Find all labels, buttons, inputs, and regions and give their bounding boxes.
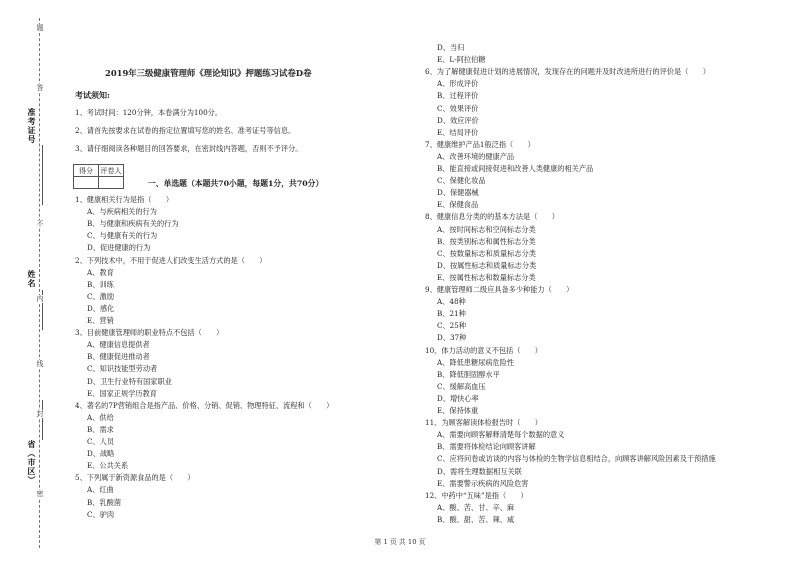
question-stem: 7、健康维护产品1般泛指（ ）: [425, 139, 535, 149]
answer-option: A、供给: [87, 412, 114, 422]
exam-title: 2019年三级健康管理师《理论知识》押题练习试卷D卷: [105, 68, 312, 78]
answer-option: C、驴肉: [87, 509, 115, 519]
answer-option: B、需求: [87, 424, 114, 434]
answer-option: E、结局评价: [437, 127, 479, 137]
answer-option: A、与疾病相关的行为: [87, 207, 157, 217]
notice-item: 3、请仔细阅读各种题目的回答要求，在密封线内答题，否则不予评分。: [75, 144, 303, 153]
answer-option: B、能直接或间接促进和改善人类健康的相关产品: [437, 164, 594, 173]
answer-option: D、增快心率: [437, 393, 479, 403]
answer-option: E、保健食品: [437, 200, 479, 210]
score-header: 得分: [74, 165, 99, 177]
answer-option: C、知识技能型劳动者: [87, 364, 158, 374]
page-footer: 第 1 页 共 10 页: [374, 538, 426, 546]
question-stem: 2、下列技术中，不用于促进人们改变生活方式的是（ ）: [75, 255, 267, 265]
answer-option: E、L-阿拉伯糖: [437, 55, 486, 65]
binding-mark: 答: [36, 84, 44, 92]
answer-option: B、降低胆固醇水平: [437, 369, 500, 379]
answer-option: C、效果评价: [437, 103, 479, 113]
name-label: 姓名: [27, 270, 37, 288]
answer-option: C、保健化妆品: [437, 176, 486, 186]
answer-option: E、公共关系: [87, 461, 129, 471]
answer-option: C、与健康有关的行为: [87, 231, 158, 241]
binding-mark: 线: [36, 360, 44, 368]
question-stem: 11、为顾客解读体检报告时（ ）: [425, 418, 542, 428]
grader-cell: [99, 177, 124, 189]
answer-option: C、按数量标志和质量标志分类: [437, 248, 536, 258]
exam-no-blank: [42, 145, 43, 205]
answer-option: D、保健器械: [437, 188, 479, 198]
province-blank: [42, 400, 43, 440]
answer-option: E、需要警示疾病的风险危害: [437, 478, 529, 488]
answer-option: B、过程评价: [437, 91, 479, 101]
score-box: [73, 164, 124, 189]
section-heading: 一、单选题（本题共70小题，每题1分，共70分）: [148, 179, 324, 188]
question-stem: 4、著名的7P营销组合是指产品、价格、分销、促销、物理特征、流程和（ ）: [75, 400, 334, 410]
answer-option: A、酸、苦、甘、辛、麻: [437, 502, 515, 512]
binding-mark: 密: [36, 490, 44, 498]
answer-option: B、乳酸菌: [87, 497, 122, 507]
question-stem: 10、体力活动的意义不包括（ ）: [425, 345, 542, 355]
answer-option: A、健康信息提供者: [87, 340, 150, 350]
grader-header: 评卷人: [100, 166, 122, 175]
question-stem: 3、目前健康管理师的职业特点不包括（ ）: [75, 328, 224, 338]
answer-option: E、国家正规学历教育: [87, 388, 157, 398]
binding-strip: [22, 0, 52, 565]
answer-option: A、需要向顾客解释清楚每个数据的意义: [437, 430, 565, 440]
answer-option: C、激励: [87, 291, 115, 301]
answer-option: A、按时间标志和空间标志分类: [437, 224, 536, 234]
answer-option: E、按属性标志和数量标志分类: [437, 272, 536, 282]
answer-option: A、降低患糖尿病危险性: [437, 357, 515, 367]
answer-option: C、缓解高血压: [437, 381, 486, 391]
answer-option: E、营销: [87, 316, 114, 325]
binding-mark: 不: [36, 220, 44, 228]
question-stem: 5、下列属于新资源食品的是（ ）: [75, 473, 195, 483]
question-stem: 12、中药中“五味”是指（ ）: [425, 490, 528, 500]
score-cell: [74, 177, 99, 189]
question-stem: 6、为了解健康促进计划的进展情况，发现存在的问题并及时改进所进行的评价是（ ）: [425, 67, 710, 77]
answer-option: E、保持体重: [437, 406, 479, 415]
answer-option: C、应将问卷或访谈的内容与体检的生物学信息相结合，向顾客讲解风险因素及干预措施: [437, 454, 716, 464]
answer-option: C、25种: [437, 321, 467, 331]
answer-option: A、形成评价: [437, 79, 479, 89]
answer-option: A、红曲: [87, 485, 114, 495]
exam-no-label: 准考证号: [27, 108, 37, 144]
answer-option: D、37种: [437, 333, 467, 343]
answer-option: B、与健康和疾病有关的行为: [87, 219, 179, 229]
answer-option: D、感化: [87, 303, 115, 313]
province-label: 省（市区）: [27, 440, 37, 485]
answer-option: D、促进健康的行为: [87, 243, 151, 253]
question-stem: 8、健康信息分类的的基本方法是（ ）: [425, 212, 559, 222]
notice-item: 2、请首先按要求在试卷的指定位置填写您的姓名、准考证号等信息。: [75, 126, 296, 135]
answer-option: B、21种: [437, 309, 466, 319]
seal-line: [39, 18, 40, 548]
answer-option: B、需要将体检结论向顾客讲解: [437, 442, 536, 452]
answer-option: B、酸、甜、苦、辣、咸: [437, 514, 515, 524]
answer-option: A、48种: [437, 297, 466, 307]
answer-option: C、人员: [87, 437, 115, 446]
answer-option: D、卫生行业特有国家职业: [87, 376, 172, 386]
answer-option: A、改善环境的健康产品: [437, 151, 515, 161]
notice-heading: 考试须知:: [75, 90, 110, 100]
answer-option: B、训练: [87, 279, 114, 289]
answer-option: D、效应评价: [437, 115, 479, 125]
answer-option: D、按属性标志和质量标志分类: [437, 260, 537, 270]
binding-mark: 题: [36, 24, 44, 32]
answer-option: B、健康促进推动者: [87, 352, 150, 362]
binding-mark: 内: [36, 295, 44, 303]
answer-option: D、需将生理数据相互关联: [437, 466, 522, 476]
answer-option: D、当归: [437, 43, 465, 52]
question-stem: 9、健康管理师二级应具备多少种能力（ ）: [425, 285, 574, 294]
answer-option: D、战略: [87, 449, 115, 459]
answer-option: A、教育: [87, 267, 114, 277]
answer-option: B、按类别标志和属性标志分类: [437, 236, 536, 246]
notice-item: 1、考试时间：120分钟，本卷满分为100分。: [75, 108, 223, 117]
question-stem: 1、健康相关行为是指（ ）: [75, 195, 174, 204]
binding-mark: 封: [36, 410, 44, 418]
